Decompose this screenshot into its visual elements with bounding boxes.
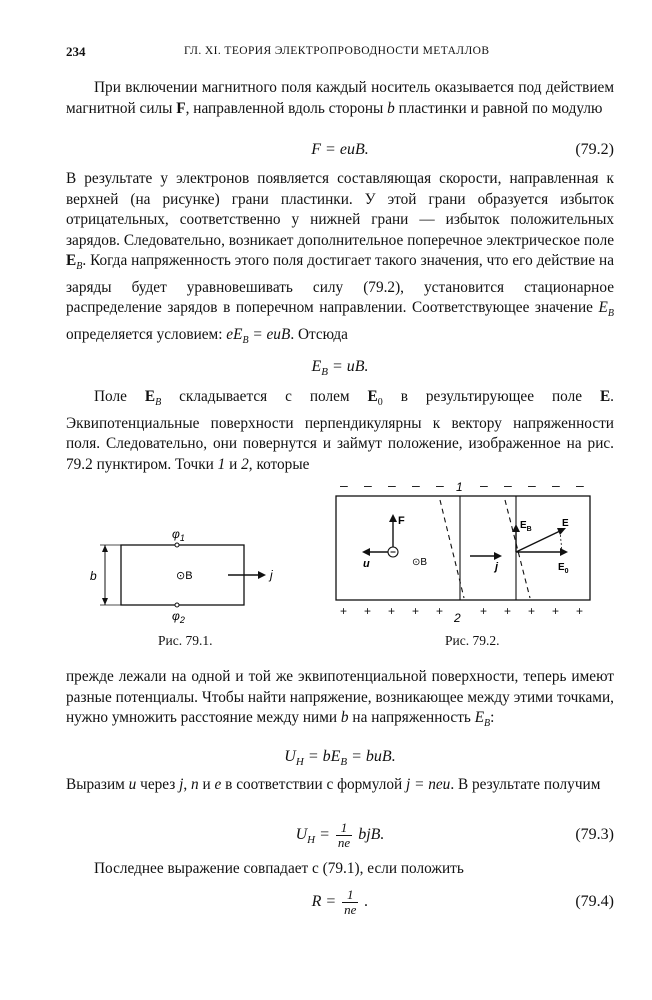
point-phi1: [175, 543, 179, 547]
paragraph-4: [66, 667, 614, 735]
arrow-head-up: [102, 545, 108, 552]
text: прежде лежали на одной и той же эквипотенциальной поверхности, теперь имеют разные потенциалы. Чтобы найти напряжение, возникающее между этими точками, нужно умножить расстояние между ними: [66, 668, 614, 726]
formula-79-2: [66, 139, 614, 161]
point-2: 2: [241, 455, 249, 473]
label-B: ⊙B: [412, 557, 428, 568]
label-E: E: [562, 518, 569, 529]
var-EB: E: [598, 299, 608, 317]
text: , которые: [248, 455, 310, 473]
text: ,: [183, 776, 192, 793]
numerator: 1: [336, 821, 352, 836]
svg-text:+: +: [576, 604, 584, 618]
text: . В результате получим: [450, 776, 601, 793]
text: в результирующее поле: [382, 388, 600, 405]
text: Выразим: [66, 776, 129, 793]
paragraph-3: [66, 387, 614, 475]
denominator: ne: [337, 834, 351, 850]
var-EB: E: [474, 709, 485, 726]
label-point-1: 1: [456, 480, 463, 494]
subscript: B: [242, 334, 249, 346]
svg-text:+: +: [528, 604, 536, 618]
formula-79-4: [66, 885, 614, 919]
text: . Отсюда: [290, 325, 348, 343]
svg-text:+: +: [412, 604, 420, 618]
var-j: j: [179, 776, 184, 793]
text: , направленной вдоль стороны: [185, 99, 388, 117]
point-phi2: [175, 603, 179, 607]
label-F: F: [398, 515, 405, 527]
svg-text:+: +: [480, 604, 488, 618]
formula-expression: F = euB.: [311, 141, 369, 158]
svg-text:–: –: [552, 478, 560, 493]
subscript: B: [340, 756, 348, 769]
fraction: [336, 821, 352, 850]
subscript: B: [155, 397, 162, 409]
subscript: B: [607, 308, 614, 320]
subscript: 0: [377, 397, 383, 409]
label-j: j: [270, 568, 273, 582]
symbol: = buB.: [347, 748, 396, 765]
figure-79-1-caption: Рис. 79.1.: [158, 633, 213, 648]
vector-E0: E: [367, 388, 378, 405]
subscript: B: [76, 261, 83, 273]
plus-row: [340, 604, 583, 618]
figure-79-1: [80, 520, 300, 625]
svg-text:–: –: [576, 478, 584, 493]
svg-text:+: +: [552, 604, 560, 618]
paragraph-6: [66, 859, 614, 880]
E-arrow: [516, 531, 560, 552]
text: через: [136, 776, 180, 793]
text: на напряженность: [348, 709, 475, 726]
symbol: U: [295, 826, 308, 843]
text: пластинки и равной по модулю: [394, 99, 603, 117]
text: :: [490, 709, 495, 726]
svg-text:–: –: [340, 478, 348, 493]
text: В результате у электронов появляется составляющая скорости, направленная к верхней (на рисунке) грани пластинки. У этой грани образуется избыток отрицательных, соответственно у нижней грани — избыток положительных зарядов. Следовательно, возникает дополнительное поперечное электрическое поле: [66, 170, 614, 249]
plate-rect: [336, 496, 590, 600]
var-u: u: [128, 776, 137, 793]
text: . Когда напряженность этого поля достигает такого значения, что его действие на заряды будет уравновешивать силу (79.2), установится стационарное распределение зарядов в поперечном направлении. Соответствующее значение: [66, 252, 614, 317]
var-n: n: [191, 776, 199, 793]
page-number: 234: [66, 44, 86, 59]
svg-text:+: +: [340, 604, 348, 618]
formula-expression: [66, 356, 614, 383]
E0-arrow-head: [560, 548, 568, 556]
var-e: e: [214, 776, 222, 793]
text: определяется условием:: [66, 325, 227, 343]
text: . Эквипотенциальные поверхности перпендикулярны к вектору напряженности поля. Следовательно, они повернутся и займут положение, изображенное на рис. 79.2 пунктиром. Точки: [66, 388, 614, 473]
label-E0: $E_0$: [558, 562, 569, 575]
vector-EB: E: [144, 388, 156, 405]
figure-79-2: [330, 478, 600, 628]
svg-text:–: –: [480, 478, 488, 493]
vector-E: E: [599, 388, 611, 405]
symbol: E: [311, 358, 322, 375]
point-1: 1: [217, 455, 226, 473]
svg-text:+: +: [504, 604, 512, 618]
formula-EB: [66, 356, 614, 378]
label-phi2: $\varphi_2$: [172, 609, 185, 625]
equation-number: (79.4): [575, 893, 614, 910]
label-point-2: 2: [454, 611, 461, 625]
text: Поле: [94, 388, 145, 405]
symbol: U: [284, 748, 296, 765]
formula-expression: [66, 885, 614, 919]
svg-text:–: –: [504, 478, 512, 493]
text: и: [198, 776, 215, 793]
label-phi1: $\varphi_1$: [172, 527, 185, 543]
subscript: B: [484, 718, 491, 730]
fraction: [342, 888, 358, 917]
EB-arrow-head: [512, 524, 520, 532]
subscript: H: [295, 756, 304, 769]
symbol: .: [360, 893, 369, 910]
formula-79-3: [66, 818, 614, 852]
paragraph-2: [66, 169, 614, 351]
equipotential-rotated-2: [505, 500, 530, 598]
force-arrow-head: [389, 514, 397, 522]
inline-formula: = euB: [248, 325, 291, 343]
var-b: b: [387, 99, 395, 117]
formula-expression: [66, 818, 614, 857]
text: и: [225, 455, 242, 473]
velocity-arrow-head: [362, 548, 370, 556]
symbol: = bE: [303, 748, 341, 765]
numerator: 1: [342, 888, 358, 903]
label-b: b: [90, 569, 97, 583]
vector-EB: E: [66, 252, 77, 269]
denominator: ne: [344, 901, 357, 917]
svg-text:–: –: [528, 478, 536, 493]
chapter-title: ГЛ. XI. ТЕОРИЯ ЭЛЕКТРОПРОВОДНОСТИ МЕТАЛЛОВ: [184, 45, 490, 57]
symbol: bjB.: [354, 826, 385, 843]
running-header: [66, 44, 616, 62]
subscript: B: [321, 366, 328, 379]
label-u: u: [363, 558, 370, 570]
current-arrow-head: [258, 571, 266, 579]
label-j: j: [495, 561, 499, 573]
subscript: H: [307, 834, 316, 847]
symbol: = uB.: [327, 358, 369, 375]
var-b: b: [340, 709, 349, 726]
svg-text:+: +: [364, 604, 372, 618]
symbol: =: [315, 826, 334, 843]
svg-text:–: –: [388, 478, 396, 493]
equation-number: (79.3): [575, 826, 614, 843]
formula-UH: [66, 746, 614, 768]
equation-number: (79.2): [575, 141, 614, 158]
figure-79-2-caption: Рис. 79.2.: [445, 633, 500, 648]
formula-expression: [66, 746, 614, 773]
inline-formula: eE: [226, 325, 243, 343]
paragraph-1: [66, 78, 614, 119]
svg-text:–: –: [412, 478, 420, 493]
label-EB: $E_B$: [520, 520, 532, 533]
current-arrow-head: [494, 552, 502, 560]
text: При включении магнитного поля каждый носитель оказывается под действием магнитной силы: [66, 79, 614, 117]
svg-text:–: –: [364, 478, 372, 493]
svg-text:+: +: [436, 604, 444, 618]
text: в соответствии с формулой: [221, 776, 406, 793]
paragraph-5: [66, 775, 614, 796]
svg-text:–: –: [436, 478, 444, 493]
symbol: R =: [311, 893, 341, 910]
arrow-head-down: [102, 598, 108, 605]
vector-F: F: [176, 99, 186, 117]
text: складывается с полем: [161, 388, 368, 405]
inline-formula: j = neu: [406, 776, 451, 793]
label-B: ⊙B: [176, 570, 193, 582]
text: Последнее выражение совпадает с (79.1), если положить: [94, 860, 464, 877]
svg-text:+: +: [388, 604, 396, 618]
